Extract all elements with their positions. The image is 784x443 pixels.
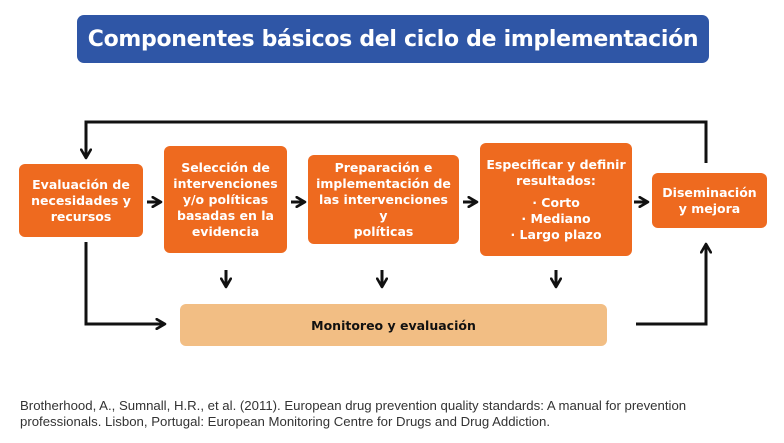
- step-line: Especificar y definir: [486, 156, 626, 172]
- step-line: Diseminación: [662, 184, 757, 200]
- step-define-results: [480, 143, 632, 256]
- monitoring-label: Monitoreo y evaluación: [311, 317, 476, 333]
- monitoring-to-dissemination-arrow: [636, 244, 706, 324]
- citation-line: Brotherhood, A., Sumnall, H.R., et al. (2011). European drug prevention quality standards: A manual for prevention: [20, 398, 687, 413]
- monitoring-evaluation-bar: [180, 304, 607, 346]
- title-text: Componentes básicos del ciclo de implementación: [87, 26, 699, 52]
- step-line: evidencia: [191, 223, 260, 239]
- citation-line: professionals. Lisbon, Portugal: European Monitoring Centre for Drugs and Drug Addiction.: [20, 414, 550, 429]
- step-needs-assessment: [19, 164, 143, 237]
- step-line: intervenciones: [173, 175, 278, 191]
- result-item: · Largo plazo: [510, 226, 602, 242]
- step-line: Selección de: [181, 159, 270, 175]
- citation: [20, 398, 775, 430]
- step-line: necesidades y: [31, 192, 131, 208]
- step-line: y/o políticas: [182, 191, 269, 207]
- step-selection-interventions: [164, 146, 287, 253]
- results-list: [510, 195, 601, 243]
- step-line: políticas: [353, 223, 414, 239]
- evaluation-to-monitoring-arrow: [86, 242, 165, 324]
- step-line: resultados:: [516, 172, 596, 188]
- step-line: las intervenciones y: [319, 191, 448, 223]
- step-line: y mejora: [678, 200, 741, 216]
- step-line: basadas en la: [177, 207, 274, 223]
- step-preparation-implementation: [308, 155, 459, 244]
- step-line: Preparación e: [334, 159, 433, 175]
- step-dissemination: [652, 173, 767, 228]
- step-line: recursos: [50, 208, 112, 224]
- result-item: · Corto: [532, 194, 580, 210]
- step-line: Evaluación de: [32, 176, 130, 192]
- result-item: · Mediano: [521, 210, 591, 226]
- step-line: implementación de: [316, 175, 451, 191]
